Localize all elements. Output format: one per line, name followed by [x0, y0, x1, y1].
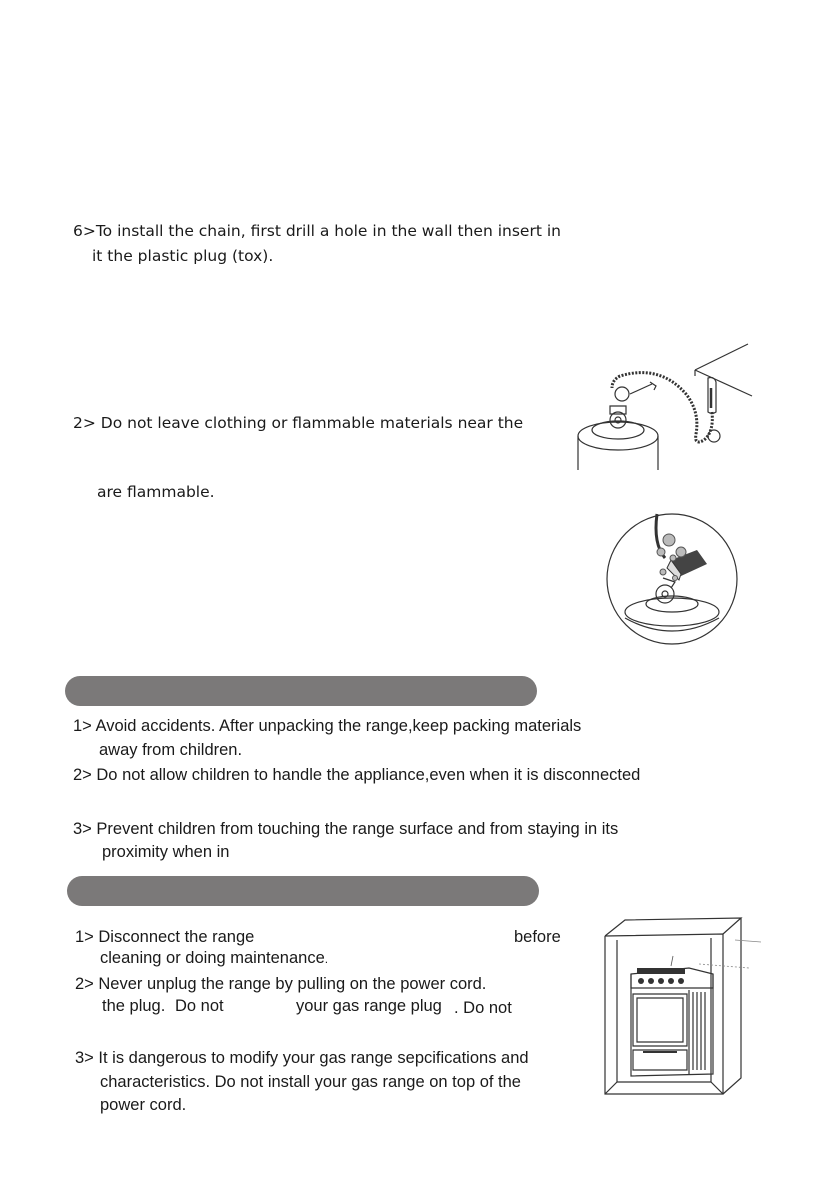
item-6-line-1: 6>To install the chain, first drill a hole in the wall then insert in: [73, 222, 561, 240]
electrical-item-1-line-1a: 1> Disconnect the range: [75, 928, 255, 946]
children-item-3-line-1: 3> Prevent children from touching the range surface and from staying in its: [73, 820, 619, 838]
electrical-item-3-line-2: [100, 1072, 521, 1092]
children-item-1-line-2: away from children.: [99, 741, 243, 759]
item-2-line-1: 2> Do not leave clothing or flammable materials near the: [73, 414, 524, 432]
electrical-item-2-line-1: 2> Never unplug the range by pulling on the power cord.: [75, 975, 487, 993]
electrical-item-1-line-2: [100, 948, 328, 969]
electrical-item-3-line-2a: characteristics: [100, 1073, 206, 1091]
electrical-item-2-line-2b: Do not: [175, 997, 224, 1015]
leak-check-illustration: [605, 512, 739, 646]
children-safety-header-bar: [65, 676, 537, 706]
electrical-item-1-line-1b: before: [514, 928, 561, 946]
children-item-3-line-2: proximity when in: [102, 843, 230, 861]
electrical-item-2-line-2c: your gas range plug: [296, 997, 442, 1015]
electrical-item-1-line-2-text: cleaning or doing maintenance: [100, 949, 325, 967]
electrical-item-1-line-2-dot: .: [324, 952, 329, 966]
range-in-cabinet-illustration: [603, 918, 763, 1100]
electrical-item-3-line-1: 3> It is dangerous to modify your gas range sepcifications and: [75, 1049, 529, 1067]
electrical-item-2-line-2d: . Do not: [454, 999, 512, 1017]
children-item-1-line-1: 1> Avoid accidents. After unpacking the range,keep packing materials: [73, 717, 582, 735]
electrical-safety-header-bar: [67, 876, 539, 906]
item-2-line-2: are flammable.: [97, 483, 215, 501]
electrical-item-3-line-3: power cord.: [100, 1096, 187, 1114]
electrical-item-3-line-2b: . Do not install your gas range on top of the: [205, 1073, 521, 1091]
electrical-item-2-line-2a: the plug.: [102, 997, 166, 1015]
gas-cylinder-hose-illustration: [570, 340, 760, 470]
children-item-2-line-1: 2> Do not allow children to handle the appliance,even when it is disconnected: [73, 766, 641, 784]
item-6-line-2: it the plastic plug (tox).: [92, 247, 274, 265]
